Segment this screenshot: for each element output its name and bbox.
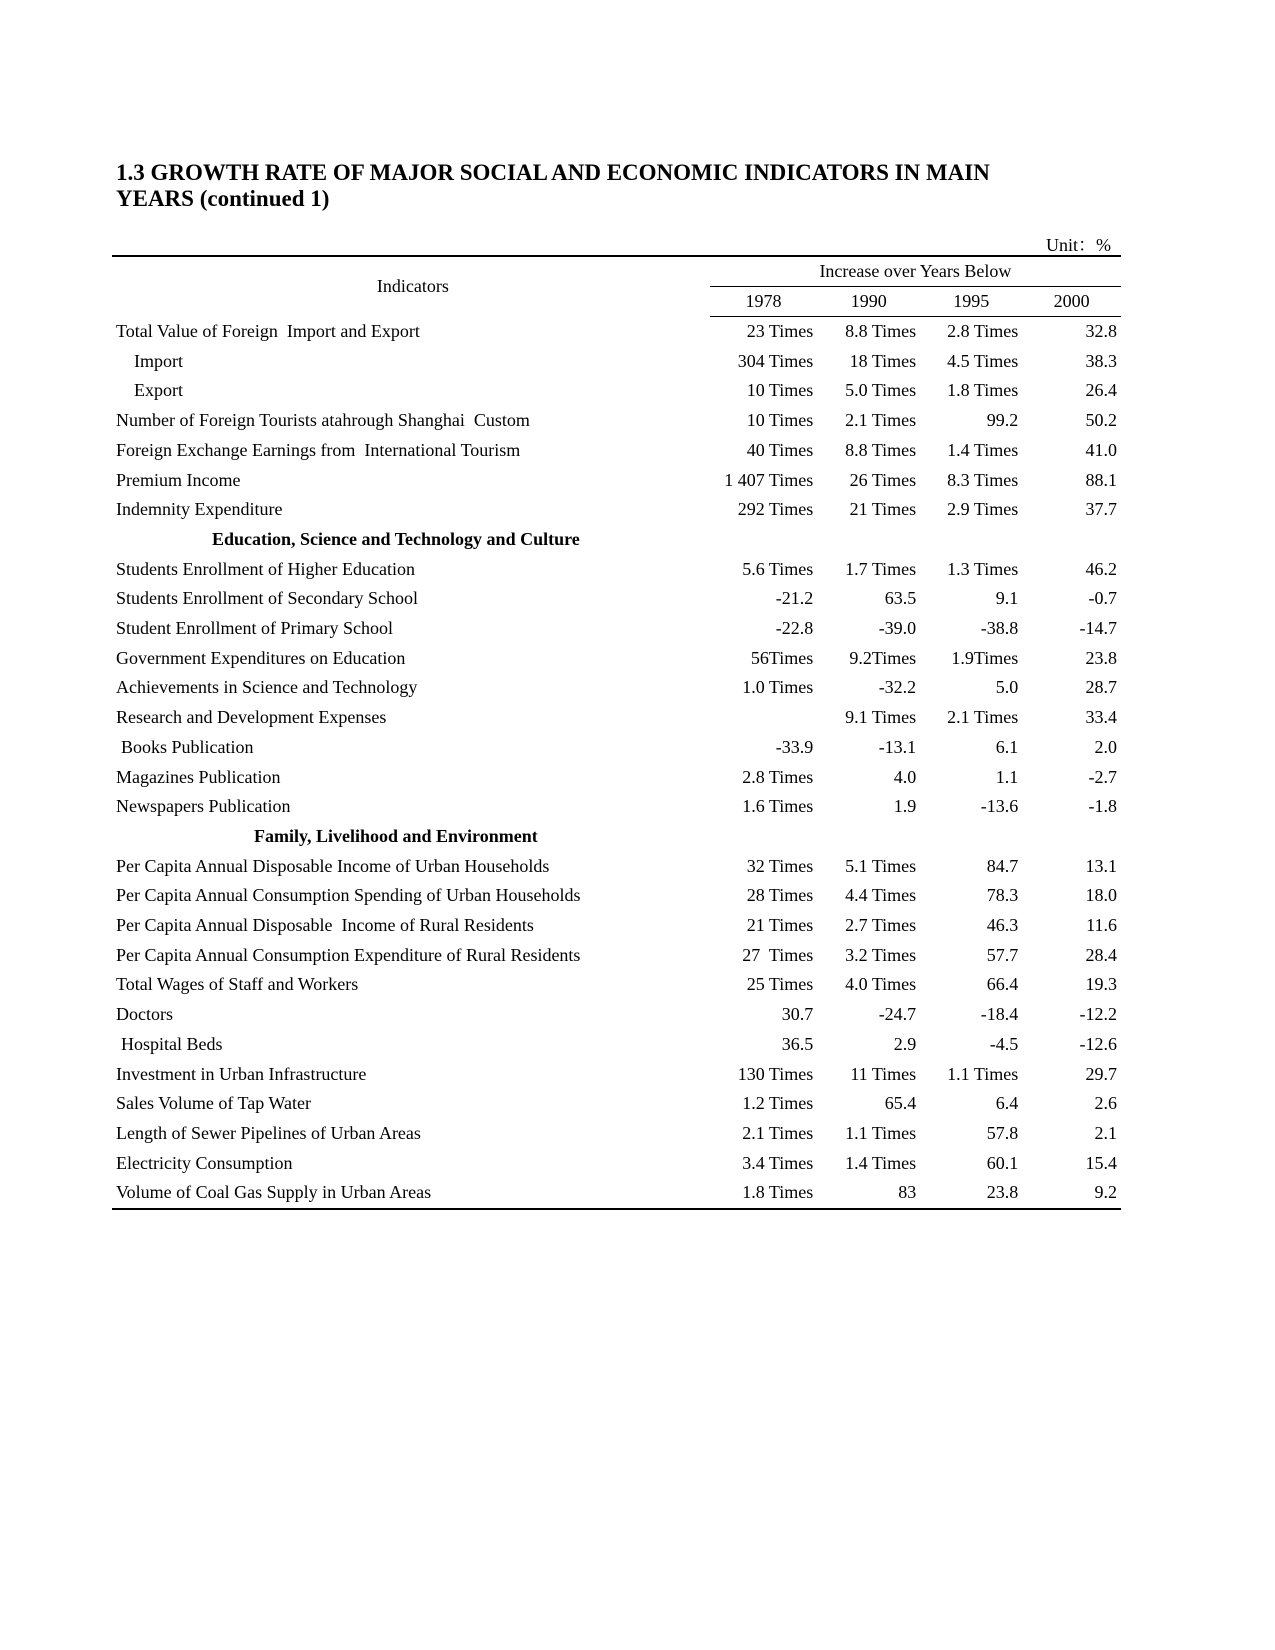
cell-1978: -22.8 (775, 618, 814, 639)
row-label: Students Enrollment of Higher Education (116, 558, 415, 579)
cell-1990: 3.2 Times (845, 944, 917, 965)
cell-1978: 10 Times (746, 410, 814, 431)
table-row (112, 376, 1121, 406)
table-row (112, 1000, 1121, 1030)
cell-1978: 1 407 Times (724, 469, 814, 490)
table-row (112, 466, 1121, 496)
cell-1978: -33.9 (775, 736, 814, 757)
row-label: Indemnity Expenditure (116, 499, 283, 520)
cell-1978: 21 Times (746, 915, 814, 936)
cell-2000: 19.3 (1085, 974, 1117, 995)
cell-1995: 6.1 (995, 736, 1019, 757)
cell-1990: -24.7 (878, 1004, 917, 1025)
cell-2000: 2.0 (1094, 736, 1117, 757)
cell-1990: 9.2Times (849, 647, 917, 668)
row-label: Import (134, 350, 183, 371)
cell-2000: 50.2 (1085, 410, 1117, 431)
cell-1990: 83 (817, 1178, 920, 1209)
cell-1995: -18.4 (980, 1004, 1019, 1025)
cell-2000: -0.7 (1088, 588, 1117, 609)
row-label: Per Capita Annual Disposable Income of Urban Households (116, 855, 550, 876)
cell-1978: 304 Times (737, 350, 814, 371)
row-label: Export (134, 380, 183, 401)
header-year-1990: 1990 (817, 287, 920, 317)
cell-1990: 4.0 Times (845, 974, 917, 995)
table-row (112, 970, 1121, 1000)
cell-1978: 27 Times (742, 944, 814, 965)
cell-1990: 4.0 (893, 766, 917, 787)
row-label: Hospital Beds (121, 1033, 223, 1054)
cell-2000: 88.1 (1085, 469, 1117, 490)
cell-2000: -12.6 (1079, 1033, 1117, 1054)
row-label: Magazines Publication (116, 766, 281, 787)
cell-1995: 60.1 (986, 1152, 1019, 1173)
header-row-group (112, 256, 1121, 287)
cell-1990: 8.8 Times (845, 439, 917, 460)
table-row (112, 941, 1121, 971)
cell-1978: 1.0 Times (742, 677, 814, 698)
table-body (112, 317, 1121, 1210)
cell-1995: 23.8 (920, 1178, 1022, 1209)
cell-1978: 1.2 Times (742, 1093, 814, 1114)
cell-1978: 292 Times (737, 499, 814, 520)
cell-1995: 78.3 (986, 885, 1019, 906)
cell-1990: 2.1 Times (845, 410, 917, 431)
table-row (112, 406, 1121, 436)
table-row (112, 763, 1121, 793)
indicators-table (112, 255, 1121, 1210)
cell-2000: 41.0 (1085, 439, 1117, 460)
cell-1978: 36.5 (781, 1033, 814, 1054)
row-label: Per Capita Annual Consumption Spending of Urban Households (116, 885, 581, 906)
table-row (112, 733, 1121, 763)
header-year-2000: 2000 (1022, 287, 1121, 317)
cell-1990: 21 Times (849, 499, 917, 520)
cell-1995: 6.4 (995, 1093, 1019, 1114)
section-title: Education, Science and Technology and Culture (212, 528, 580, 549)
cell-1995: -13.6 (980, 796, 1019, 817)
table-row (112, 317, 1121, 347)
cell-1990: 5.1 Times (845, 855, 917, 876)
row-label: Per Capita Annual Disposable Income of Rural Residents (116, 915, 534, 936)
table-row (112, 436, 1121, 466)
cell-1995: 5.0 (995, 677, 1019, 698)
cell-1995: -4.5 (989, 1033, 1019, 1054)
cell-1978: 2.8 Times (742, 766, 814, 787)
cell-1978: 25 Times (746, 974, 814, 995)
cell-1995: 1.9Times (951, 647, 1019, 668)
table-row (112, 1119, 1121, 1149)
cell-1978: 56Times (750, 647, 814, 668)
cell-2000: 23.8 (1085, 647, 1117, 668)
row-label: Per Capita Annual Consumption Expenditure of Rural Residents (116, 944, 581, 965)
cell-1978: 32 Times (746, 855, 814, 876)
section-row (112, 822, 1121, 852)
cell-2000: 2.1 (1094, 1122, 1117, 1143)
cell-2000: 28.4 (1085, 944, 1117, 965)
cell-1990: 63.5 (884, 588, 917, 609)
cell-1995: 1.8 Times (947, 380, 1019, 401)
cell-1978: 3.4 Times (742, 1152, 814, 1173)
cell-1995: 84.7 (986, 855, 1019, 876)
row-label: Government Expenditures on Education (116, 647, 406, 668)
page-title: 1.3 GROWTH RATE OF MAJOR SOCIAL AND ECONOMIC INDICATORS IN MAIN YEARS (continued 1) (116, 160, 990, 211)
cell-1990: 18 Times (849, 350, 917, 371)
cell-1995: 2.1 Times (947, 707, 1019, 728)
cell-1995: 2.8 Times (947, 321, 1019, 341)
cell-1995: -38.8 (980, 618, 1019, 639)
row-label: Volume of Coal Gas Supply in Urban Areas (112, 1178, 710, 1209)
table-row (112, 1149, 1121, 1179)
row-label: Electricity Consumption (116, 1152, 293, 1173)
cell-1978: -21.2 (775, 588, 814, 609)
header-year-1978: 1978 (710, 287, 817, 317)
row-label: Student Enrollment of Primary School (116, 618, 393, 639)
cell-2000: 15.4 (1085, 1152, 1117, 1173)
table-row (112, 852, 1121, 882)
cell-1990: 2.7 Times (845, 915, 917, 936)
header-year-1995: 1995 (920, 287, 1022, 317)
cell-1990: 1.9 (893, 796, 917, 817)
row-label: Total Wages of Staff and Workers (116, 974, 359, 995)
cell-1990: 11 Times (850, 1063, 917, 1084)
table-row (112, 792, 1121, 822)
cell-2000: -12.2 (1079, 1004, 1117, 1025)
row-label: Sales Volume of Tap Water (116, 1093, 311, 1114)
row-label: Research and Development Expenses (116, 707, 387, 728)
header-indicators: Indicators (112, 256, 710, 317)
table-row (112, 1178, 1121, 1209)
cell-2000: 2.6 (1094, 1093, 1117, 1114)
cell-1995: 1.1 (995, 766, 1019, 787)
cell-1990: 2.9 (893, 1033, 917, 1054)
cell-2000: 18.0 (1085, 885, 1117, 906)
cell-1978: 130 Times (737, 1063, 814, 1084)
cell-2000: 26.4 (1085, 380, 1117, 401)
cell-1990: 4.4 Times (845, 885, 917, 906)
table-row (112, 1060, 1121, 1090)
cell-1995: 1.3 Times (947, 558, 1019, 579)
table-row (112, 911, 1121, 941)
cell-2000: 37.7 (1085, 499, 1117, 520)
table-row (112, 495, 1121, 525)
cell-1978: 5.6 Times (742, 558, 814, 579)
cell-2000: 38.3 (1085, 350, 1117, 371)
row-label: Books Publication (121, 736, 254, 757)
cell-1995: 4.5 Times (947, 350, 1019, 371)
cell-1995: 2.9 Times (947, 499, 1019, 520)
cell-1978: 30.7 (781, 1004, 814, 1025)
row-label: Length of Sewer Pipelines of Urban Areas (116, 1122, 421, 1143)
section-title: Family, Livelihood and Environment (254, 825, 538, 846)
header-increase-group: Increase over Years Below (710, 256, 1121, 287)
cell-1995: 57.8 (986, 1122, 1019, 1143)
cell-1978: 2.1 Times (742, 1122, 814, 1143)
cell-2000: 46.2 (1085, 558, 1117, 579)
row-label: Achievements in Science and Technology (116, 677, 418, 698)
unit-label: Unit：% (1046, 235, 1111, 255)
cell-1978: 1.6 Times (742, 796, 814, 817)
row-label: Number of Foreign Tourists atahrough Shanghai Custom (116, 410, 530, 431)
table-row (112, 1089, 1121, 1119)
cell-2000: -1.8 (1088, 796, 1117, 817)
table-row (112, 1030, 1121, 1060)
table-row (112, 584, 1121, 614)
cell-1995: 1.4 Times (947, 439, 1019, 460)
row-label: Total Value of Foreign Import and Export (116, 320, 420, 341)
table-row (112, 881, 1121, 911)
table-row (112, 703, 1121, 733)
row-label: Premium Income (116, 469, 241, 490)
cell-1995: 1.1 Times (947, 1063, 1019, 1084)
table-row (112, 644, 1121, 674)
cell-2000: 32.8 (1085, 321, 1117, 341)
cell-1978: 40 Times (746, 439, 814, 460)
cell-1990: -39.0 (878, 618, 917, 639)
row-label: Newspapers Publication (116, 796, 291, 817)
table-row (112, 673, 1121, 703)
cell-1995: 66.4 (986, 974, 1019, 995)
cell-1995: 9.1 (995, 588, 1019, 609)
cell-1978: 10 Times (746, 380, 814, 401)
cell-2000: 13.1 (1085, 855, 1117, 876)
cell-1995: 57.7 (986, 944, 1019, 965)
cell-2000: -2.7 (1088, 766, 1117, 787)
cell-1978: 28 Times (746, 885, 814, 906)
cell-1990: -13.1 (878, 736, 917, 757)
cell-1995: 46.3 (986, 915, 1019, 936)
table-row (112, 555, 1121, 585)
cell-2000: -14.7 (1079, 618, 1117, 639)
table-row (112, 347, 1121, 377)
cell-1990: 65.4 (884, 1093, 917, 1114)
row-label: Students Enrollment of Secondary School (116, 588, 418, 609)
cell-1990: 1.1 Times (845, 1122, 917, 1143)
table-row (112, 614, 1121, 644)
cell-1990: 1.7 Times (845, 558, 917, 579)
cell-1978: 1.8 Times (710, 1178, 817, 1209)
cell-1990: 1.4 Times (845, 1152, 917, 1173)
cell-1990: 9.1 Times (845, 707, 917, 728)
cell-1990: 26 Times (849, 469, 917, 490)
row-label: Foreign Exchange Earnings from International Tourism (116, 439, 521, 460)
cell-2000: 28.7 (1085, 677, 1117, 698)
cell-2000: 11.6 (1086, 915, 1117, 936)
cell-1990: 8.8 Times (845, 321, 917, 341)
cell-2000: 33.4 (1085, 707, 1117, 728)
cell-1978 (710, 703, 817, 733)
row-label: Doctors (116, 1004, 173, 1025)
cell-1978: 23 Times (746, 321, 814, 341)
cell-1990: 5.0 Times (845, 380, 917, 401)
cell-1995: 8.3 Times (947, 469, 1019, 490)
cell-2000: 9.2 (1022, 1178, 1121, 1209)
row-label: Investment in Urban Infrastructure (116, 1063, 367, 1084)
cell-2000: 29.7 (1085, 1063, 1117, 1084)
section-row (112, 525, 1121, 555)
cell-1995: 99.2 (986, 410, 1019, 431)
cell-1990: -32.2 (878, 677, 917, 698)
